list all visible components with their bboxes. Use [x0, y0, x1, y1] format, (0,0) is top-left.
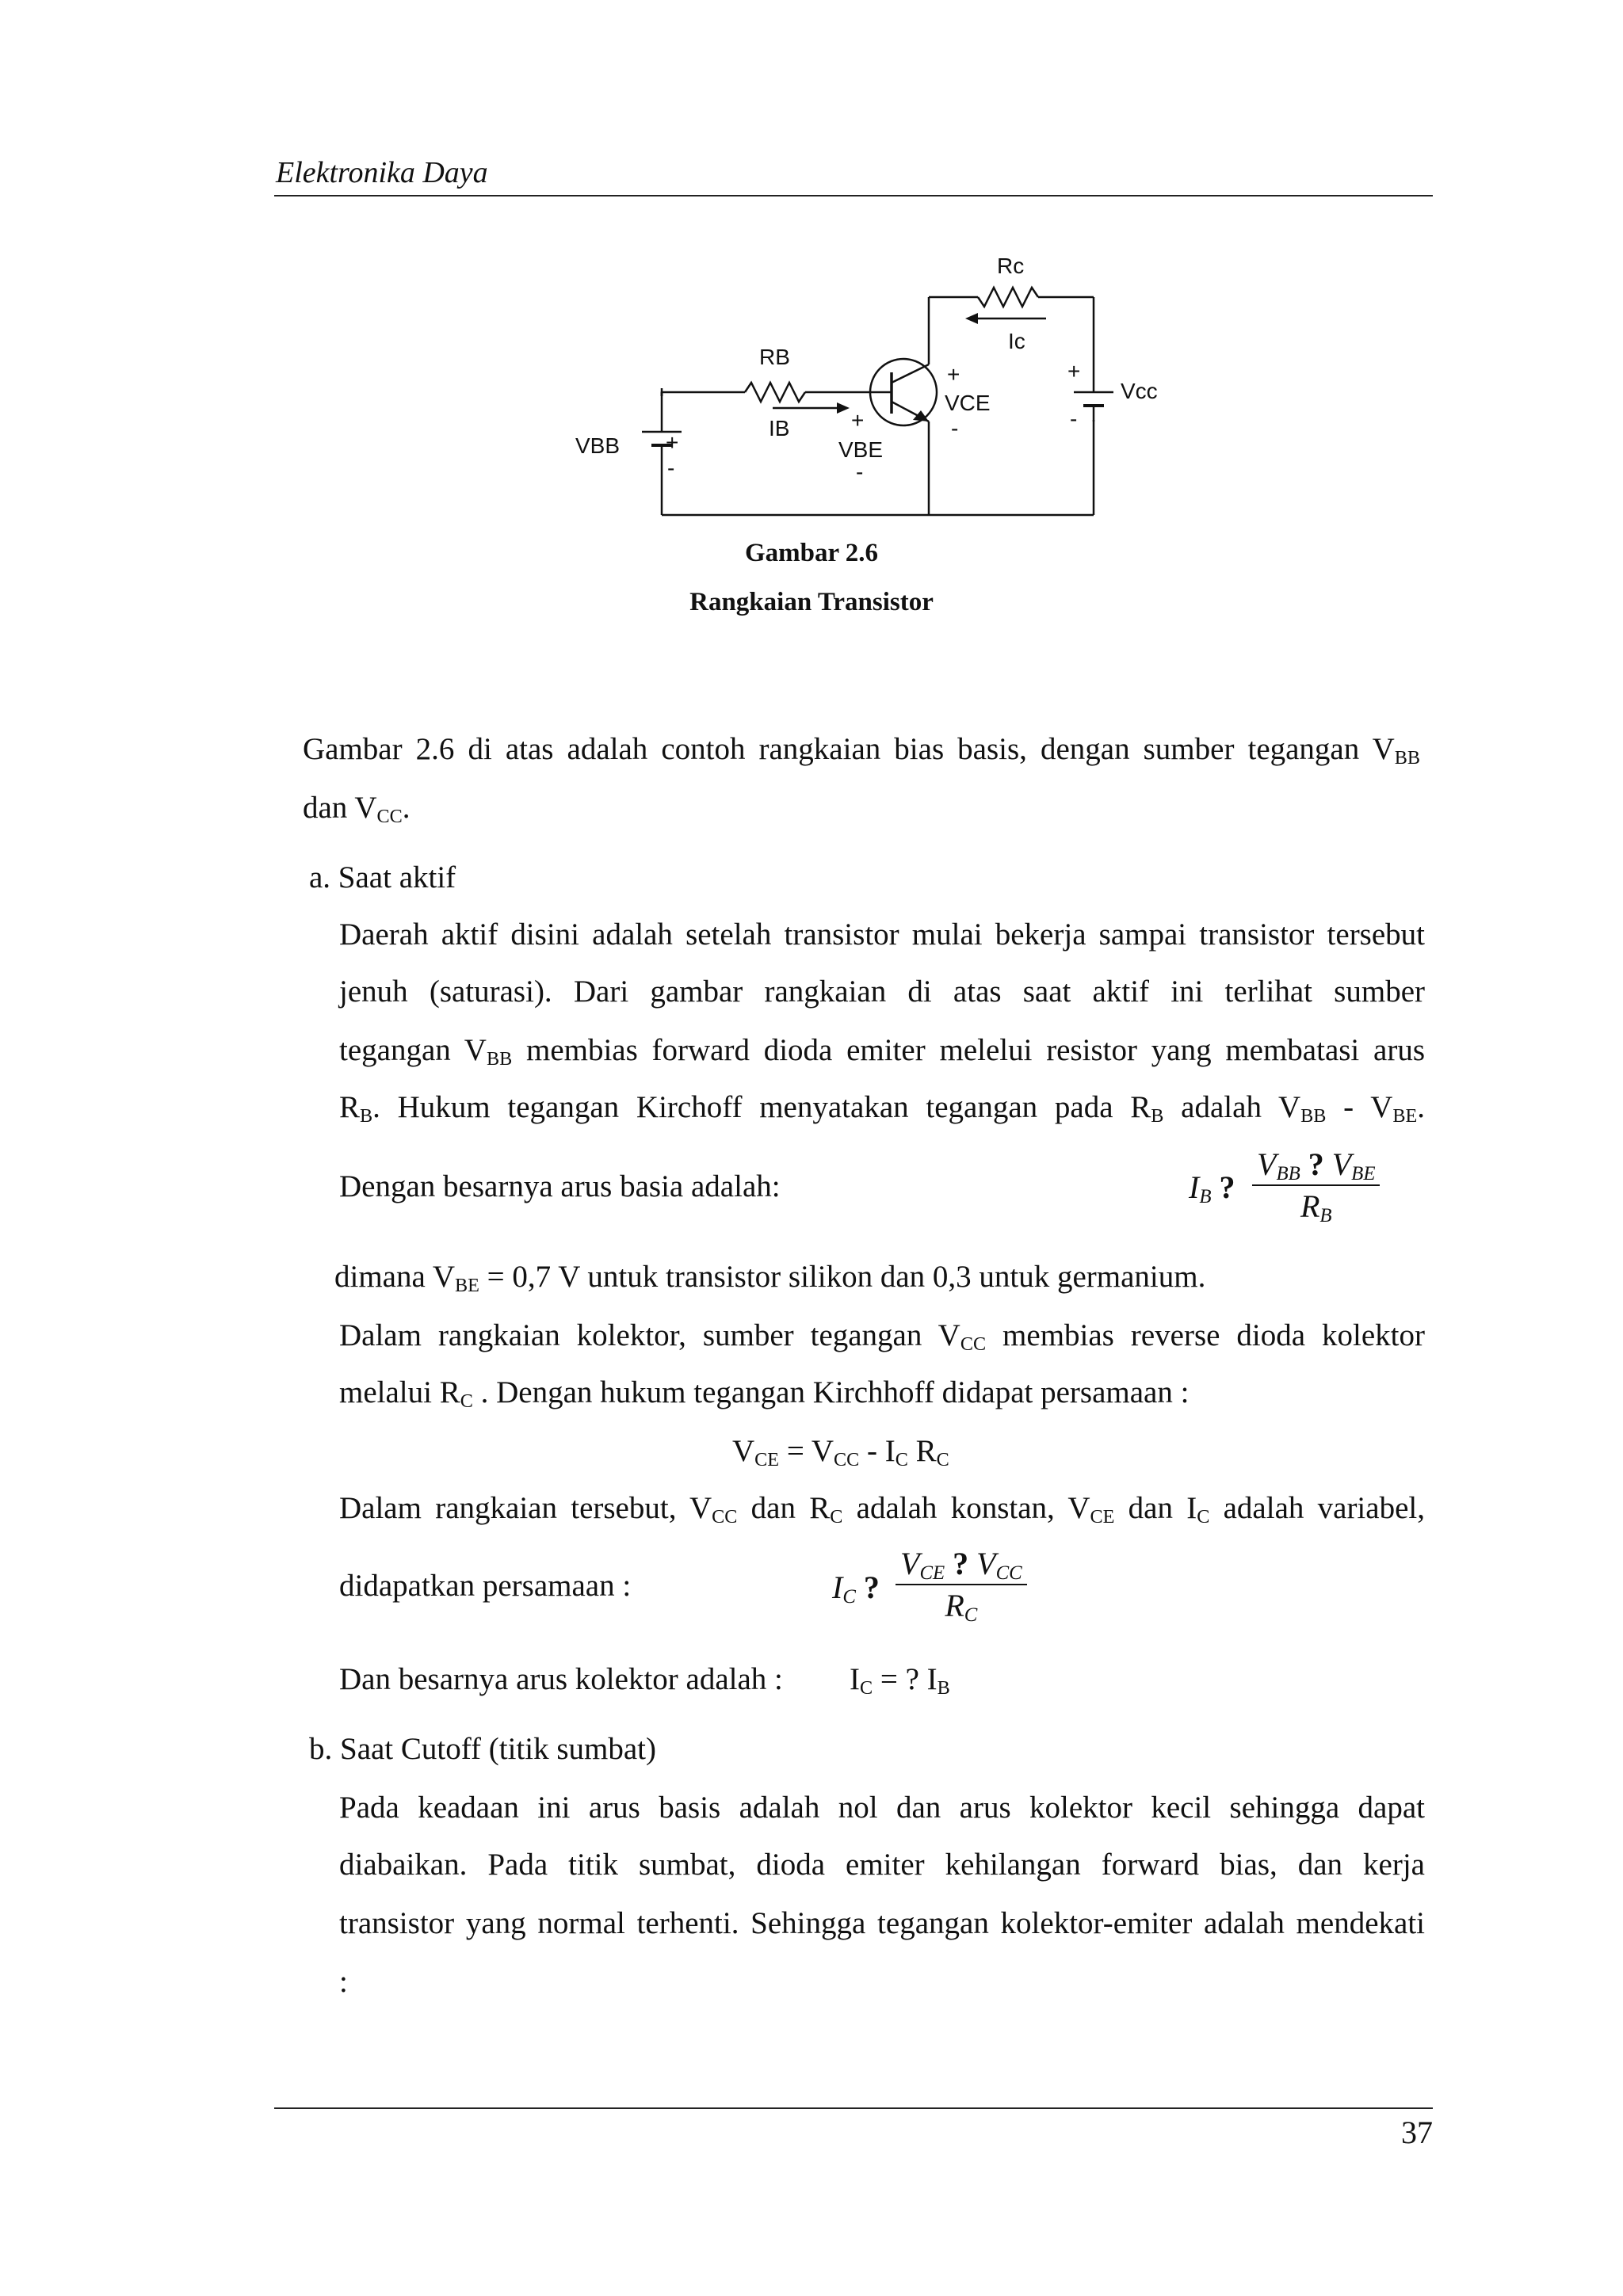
section-b-line-4: : [339, 1965, 348, 1999]
figure-caption-number: Gambar 2.6 [744, 539, 879, 567]
section-a-line-6: dimana $V_{BE} = 0,7$ V untuk transistor silikon dan 0,3 untuk germanium. [334, 1260, 1206, 1297]
label-rc: Rc [997, 254, 1025, 278]
footer-rule [274, 2107, 1433, 2109]
intro-line-1: Gambar 2.6 di atas adalah contoh rangkaian bias basis, dengan sumber tegangan $V_{BB}$ [303, 732, 1420, 769]
equation-ic-fraction: $V_{CE}$ ? $V_{CC}$ $R_C$ [896, 1545, 1027, 1624]
label-vcc-plus: + [1067, 359, 1081, 383]
section-a-line-1: Daerah aktif disini adalah setelah transistor mulai bekerja sampai transistor tersebut [339, 917, 1425, 952]
equation-ic-lhs: $I_C$ ? [832, 1569, 880, 1608]
section-a-line-2: jenuh (saturasi). Dari gambar rangkaian di atas saat aktif ini terlihat sumber [339, 974, 1425, 1009]
label-vbe: VBE [838, 437, 884, 462]
label-vbb: VBB [575, 433, 621, 458]
running-header: Elektronika Daya [276, 156, 488, 189]
transistor-collector-lead [892, 364, 929, 383]
resistor-rc [978, 288, 1038, 307]
section-a-line-4: $R_B$. Hukum tegangan Kirchoff menyatakan tegangan pada $R_B$ adalah $V_{BB} - V_{BE}$. [339, 1090, 1425, 1127]
equation-vce: $V_{CE} = V_{CC} - I_C$ $R_C$ [732, 1434, 949, 1471]
section-a-line-3: tegangan $V_{BB}$ membias forward dioda emiter melelui resistor yang membatasi arus [339, 1033, 1425, 1070]
ic-arrowhead [965, 313, 978, 324]
label-vce-plus: + [947, 362, 960, 387]
label-vce-minus: - [951, 416, 959, 441]
label-vbe-minus: - [856, 460, 864, 484]
label-ic: Ic [1008, 329, 1025, 353]
intro-line-2: dan $V_{CC}$. [303, 791, 411, 828]
section-a-line-10: didapatkan persamaan : [339, 1569, 632, 1603]
section-a-line-7: Dalam rangkaian kolektor, sumber tegangan $V_{CC}$ membias reverse dioda kolektor [339, 1318, 1426, 1356]
section-b-heading: b. Saat Cutoff (titik sumbat) [309, 1732, 656, 1766]
figure-caption-title: Rangkaian Transistor [689, 588, 934, 616]
label-vce: VCE [945, 391, 991, 415]
section-b-line-2: diabaikan. Pada titik sumbat, dioda emiter kehilangan forward bias, dan kerja [339, 1848, 1425, 1882]
resistor-rb [745, 383, 805, 402]
section-a-line-11: Dan besarnya arus kolektor adalah : [339, 1662, 783, 1696]
section-a-heading: a. Saat aktif [309, 860, 456, 894]
label-vbb-minus: - [667, 456, 675, 480]
equation-ib-lhs: $I_B$ ? [1189, 1169, 1235, 1208]
section-a-line-9: Dalam rangkaian tersebut, $V_{CC}$ dan $R_C$ adalah konstan, $V_{CE}$ dan $I_C$ adalah variabel, [339, 1491, 1425, 1528]
section-a-line-8: melalui $R_C$ . Dengan hukum tegangan Kirchhoff didapat persamaan : [339, 1375, 1190, 1413]
transistor-circuit-diagram [555, 238, 1189, 523]
label-vbe-plus: + [851, 408, 865, 433]
section-b-line-3: transistor yang normal terhenti. Sehingga tegangan kolektor-emiter adalah mendekati [339, 1906, 1425, 1940]
label-vbb-plus: + [666, 430, 679, 455]
label-vcc: Vcc [1121, 379, 1158, 403]
label-rb: RB [759, 345, 790, 369]
label-vcc-minus: - [1070, 406, 1078, 431]
section-b-line-1: Pada keadaan ini arus basis adalah nol dan arus kolektor kecil sehingga dapat [339, 1791, 1425, 1825]
equation-ic-beta: $I_C$ = ? $I_B$ [850, 1662, 950, 1699]
equation-ib-fraction: $V_{BB}$ ? $V_{BE}$ $R_B$ [1252, 1146, 1380, 1225]
label-ib: IB [769, 416, 790, 441]
header-rule [274, 195, 1433, 196]
page-number: 37 [1401, 2115, 1433, 2150]
ib-arrowhead [837, 402, 850, 414]
section-a-line-5: Dengan besarnya arus basia adalah: [339, 1169, 781, 1203]
